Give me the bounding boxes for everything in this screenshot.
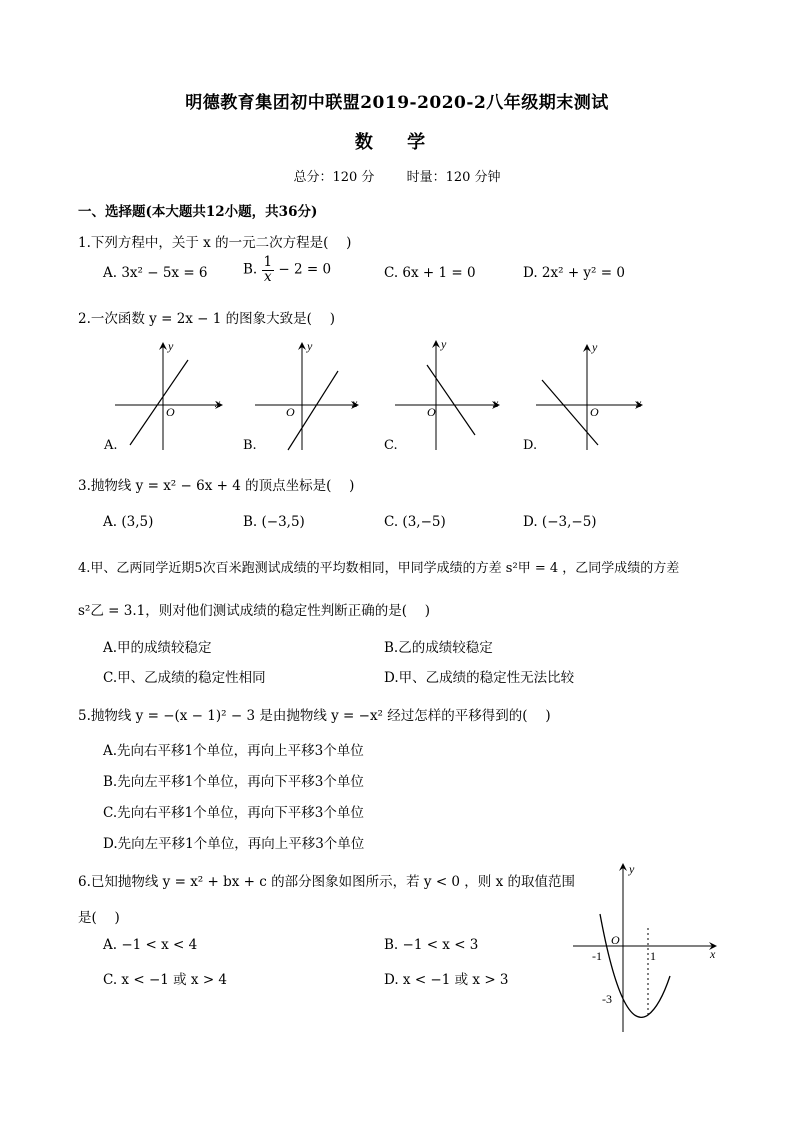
q1-stem: 1.下列方程中，关于 x 的一元二次方程是( ) (78, 235, 352, 251)
q4-stem-line1: 4.甲、乙两同学近期5次百米跑测试成绩的平均数相同，甲同学成绩的方差 s²甲 = 4 ，乙同学成绩的方差 (78, 561, 680, 576)
x-axis-label: x (636, 396, 642, 410)
q6-option-b: B. −1 < x < 3 (384, 937, 479, 953)
q3-option-d: D. (−3,−5) (523, 514, 597, 530)
q5-option-b: B.先向左平移1个单位，再向下平移3个单位 (103, 774, 364, 790)
x-axis-label: x (493, 396, 499, 410)
total-score: 总分：120 分 (293, 170, 375, 185)
line-graph-b (288, 371, 338, 450)
origin-label: O (611, 933, 620, 947)
q2-label-c: C. (384, 438, 398, 453)
q3-stem: 3.抛物线 y = x² − 6x + 4 的顶点坐标是( ) (78, 478, 355, 494)
tick-neg1: -1 (592, 949, 602, 963)
graph-b (255, 339, 358, 450)
fraction (262, 256, 275, 284)
q6-option-c: C. x < −1 或 x > 4 (103, 972, 228, 988)
q1-option-c: C. 6x + 1 = 0 (384, 265, 476, 281)
q2-label-a: A. (104, 438, 118, 453)
q6-option-d: D. x < −1 或 x > 3 (384, 972, 509, 988)
y-axis-label: y (592, 340, 598, 354)
section-heading: 一、选择题(本大题共12小题，共36分) (78, 204, 318, 220)
q4-option-b: B.乙的成绩较稳定 (384, 640, 493, 656)
subject-title: 数 学 (354, 132, 440, 153)
q5-option-d: D.先向左平移1个单位，再向上平移3个单位 (103, 836, 365, 852)
origin-label: O (427, 405, 436, 419)
y-axis-label: y (629, 862, 635, 876)
q4-stem-line2: s²乙 = 3.1，则对他们测试成绩的稳定性判断正确的是( ) (78, 603, 431, 619)
q5-option-c: C.先向右平移1个单位，再向下平移3个单位 (103, 805, 364, 821)
q5-option-a: A.先向右平移1个单位，再向上平移3个单位 (103, 743, 364, 759)
q4-option-d: D.甲、乙成绩的稳定性无法比较 (384, 670, 575, 686)
origin-label: O (590, 405, 599, 419)
exam-info (0, 166, 794, 185)
graph-c (395, 337, 499, 450)
q1-option-b-prefix: B. (243, 261, 258, 278)
q1-option-d: D. 2x² + y² = 0 (523, 265, 625, 281)
y-axis-label: y (441, 337, 447, 351)
q4-option-c: C.甲、乙成绩的稳定性相同 (103, 670, 266, 686)
q4-option-a: A.甲的成绩较稳定 (103, 640, 212, 656)
q2-label-b: B. (243, 438, 257, 453)
fraction-denominator: x (264, 268, 272, 285)
q3-option-b: B. (−3,5) (243, 514, 305, 530)
y-axis-label: y (168, 339, 174, 353)
x-axis-label: x (215, 396, 221, 410)
origin-label: O (166, 405, 175, 419)
y-axis-label: y (307, 339, 313, 353)
origin-label: O (286, 405, 295, 419)
tick-pos1: 1 (650, 949, 656, 963)
q2-label-d: D. (523, 438, 538, 453)
line-graph-c (427, 365, 475, 435)
tick-neg3: -3 (602, 992, 612, 1006)
q1-option-b (243, 256, 331, 284)
fraction-numerator: 1 (263, 254, 273, 270)
q5-stem: 5.抛物线 y = −(x − 1)² − 3 是由抛物线 y = −x² 经过怎样的平移得到的( ) (78, 708, 551, 724)
q6-stem-line1: 6.已知抛物线 y = x² + bx + c 的部分图象如图所示，若 y < 0 ，则 x 的取值范围 (78, 874, 576, 890)
q1-option-a: A. 3x² − 5x = 6 (103, 265, 208, 281)
q2-stem: 2.一次函数 y = 2x − 1 的图象大致是( ) (78, 311, 335, 327)
graph-a (115, 339, 222, 450)
q6-parabola-graph (570, 858, 730, 1036)
q6-stem-line2: 是( ) (78, 910, 120, 926)
q1-option-b-rest: − 2 = 0 (278, 261, 332, 278)
x-axis-label: x (710, 947, 716, 961)
q6-option-a: A. −1 < x < 4 (103, 937, 198, 953)
time-limit: 时量：120 分钟 (406, 170, 501, 185)
x-axis-label: x (352, 396, 358, 410)
q3-option-a: A. (3,5) (103, 514, 154, 530)
exam-title: 明德教育集团初中联盟2019-2020-2八年级期末测试 (185, 93, 609, 113)
line-graph-a (130, 360, 188, 445)
graph-d (536, 340, 642, 450)
q3-option-c: C. (3,−5) (384, 514, 446, 530)
